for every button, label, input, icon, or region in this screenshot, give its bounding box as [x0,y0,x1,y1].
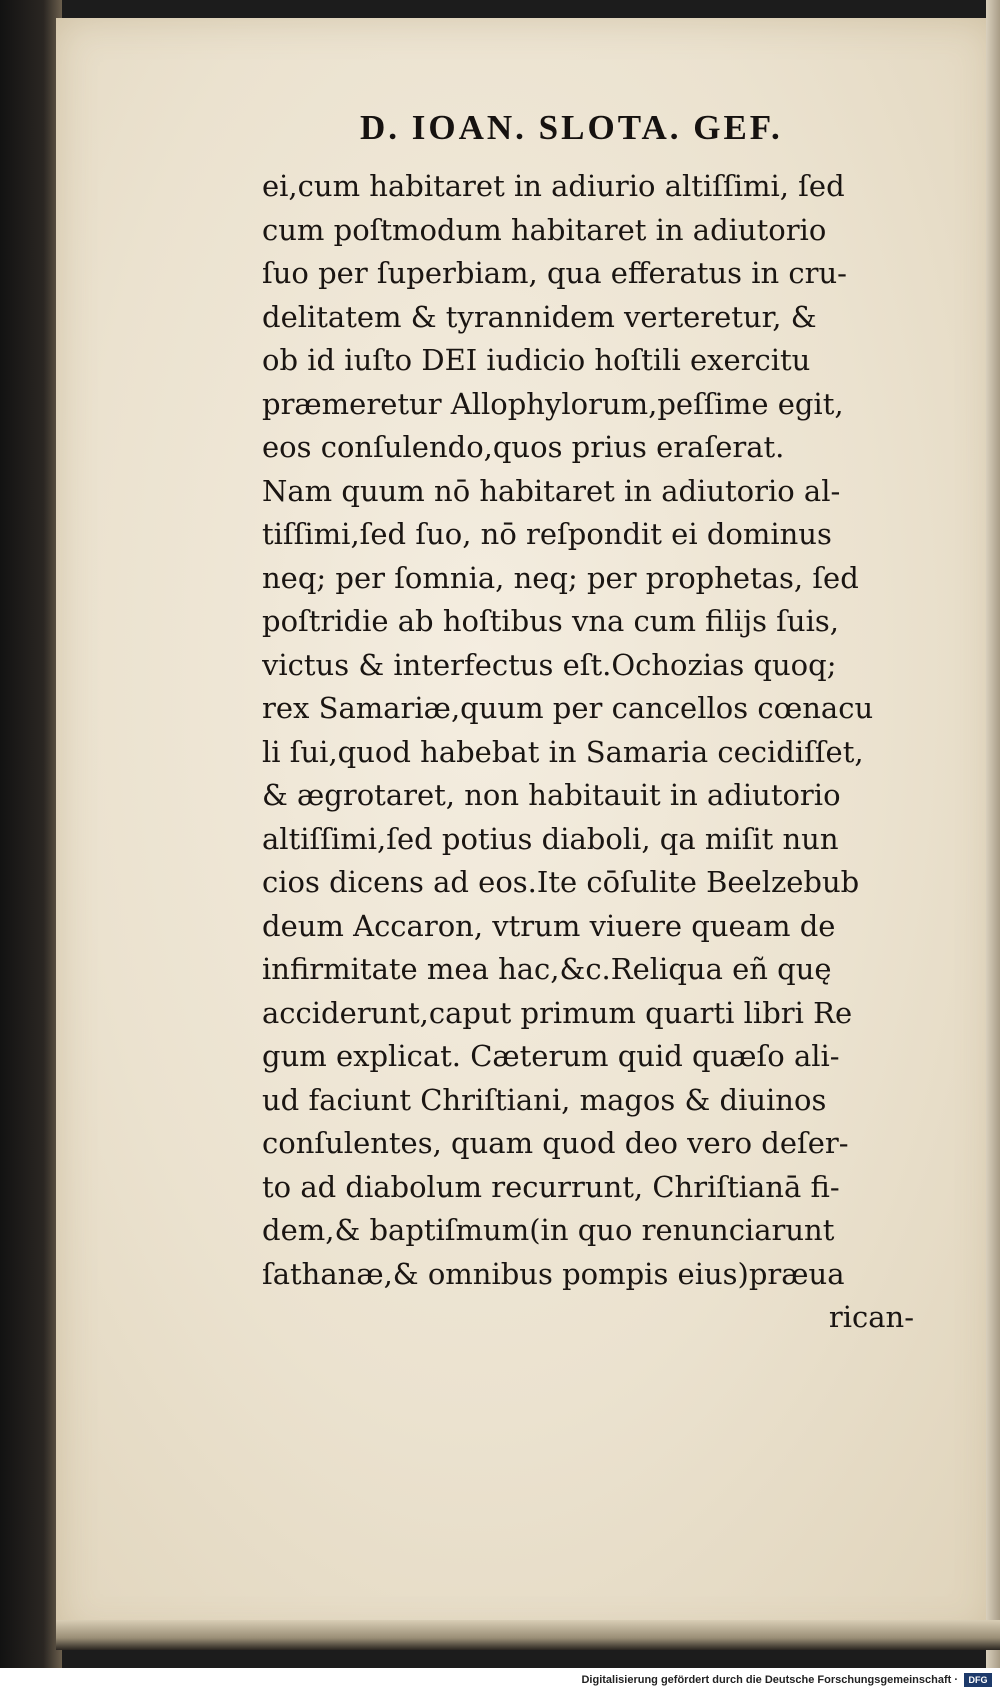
text-line: li ſui,quod habebat in Samaria cecidiſſet, [262,734,864,769]
body-text [262,165,922,1340]
text-line: tiſſimi,ſed ſuo, nō reſpondit ei dominus [262,517,832,551]
binding-shadow [0,0,62,1694]
page-edge-right [986,0,1000,1694]
running-head: D. IOAN. SLOTA. GEF. [360,108,783,147]
text-line: poſtridie ab hoſtibus vna cum filijs ſuis, [262,604,839,638]
text-line: acciderunt,caput primum quarti libri Re [262,995,853,1030]
text-line: rex Samariæ,quum per cancellos cœnacu [262,691,874,725]
footer-bar [0,1668,1000,1694]
text-line: præmeretur Allophylorum,peſſime egit, [262,386,844,421]
text-line: delitatem & tyrannidem verteretur, & [262,299,817,334]
catchword: rican‑ [828,1300,914,1334]
page-edge-bottom [56,1620,1000,1650]
text-line: Nam quum nō habitaret in adiutorio al‑ [262,473,841,508]
text-line: gum explicat. Cæterum quid quæſo ali‑ [262,1039,840,1073]
text-line: eos conſulendo,quos prius eraſerat. [262,430,785,464]
text-line: neq; per ſomnia, neq; per prophetas, ſed [262,560,859,595]
text-line: dem,& baptiſmum(in quo renunciarunt [262,1213,835,1247]
text-line: to ad diabolum recurrunt, Chriſtianā fi‑ [262,1169,840,1204]
footer-credit: Digitalisierung gefördert durch die Deutsche Forschungsgemeinschaft · [581,1674,958,1686]
text-line: ob id iuſto DEI iudicio hoſtili exercitu [262,343,811,377]
text-line: ſuo per ſuperbiam, qua efferatus in cru‑ [262,256,847,290]
text-line: conſulentes, quam quod deo vero deſer‑ [262,1126,849,1160]
text-line: altiſſimi,ſed potius diaboli, qa miſit nun [262,821,839,856]
text-line: ſathanæ,& omnibus pompis eius)præua [262,1256,845,1291]
text-line: cios dicens ad eos.Ite cōſulite Beelzebub [262,865,860,899]
text-line: ei,cum habitaret in adiurio altiſſimi, ſed [262,169,845,203]
text-line: infirmitate mea hac,&c.Reliqua eñ quę [262,952,832,986]
dfg-logo-icon: DFG [964,1673,992,1687]
text-line: victus & interfectus eſt.Ochozias quoq; [262,647,837,682]
text-line: & ægrotaret, non habitauit in adiutorio [262,778,841,812]
text-line: ud faciunt Chriſtiani, magos & diuinos [262,1082,827,1117]
text-line: deum Accaron, vtrum viuere queam de [262,908,836,943]
text-line: cum poſtmodum habitaret in adiutorio [262,212,827,247]
